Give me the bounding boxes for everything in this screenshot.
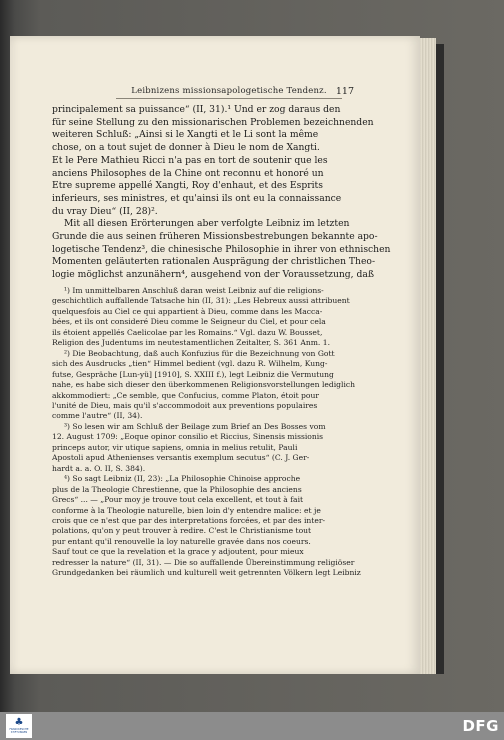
footnote-line: plus de la Theologie Chrestienne, que la Philosophie des anciens [52,484,302,494]
text-line: principalement sa puissance“ (II, 31).¹ Und er zog daraus den [52,104,341,115]
text-line: chose, on a tout sujet de donner à Dieu le nom de Xangti. [52,142,320,154]
footnote-line: akkommodiert: „Ce semble, que Confucius, comme Platon, étoit pour [52,390,320,400]
tree-icon: ♣ [14,717,24,728]
footnote-line: ⁴) So sagt Leibniz (II, 23): „La Philosophie Chinoise approche [64,474,301,484]
text-line: Etre supreme appellé Xangti, Roy d'enhaut, et des Esprits [52,180,323,192]
page-number: 117 [335,86,354,97]
footnote-line: hardt a. a. O. II, S. 384). [52,463,146,473]
footnote-line: polations, qu'on y peut trouver à redire. C'est le Christianisme tout [52,526,312,536]
text-line: Mit all diesen Erörterungen aber verfolgte Leibniz im letzten [64,218,350,230]
footnote-line: conforme à la Theologie naturelle, bien loin d'y entendre malice: et je [52,505,321,515]
footnote-line: comme l'autre“ (II, 34). [52,411,143,421]
footnote-line: l'unité de Dieu, mais qu'il s'accommodoit aux preventions populaires [52,400,318,410]
running-head: Leibnizens missionsapologetische Tendenz. [116,86,342,99]
page-edges [420,38,436,674]
footnote-line: crois que ce n'est que par des interpretations forcées, et par des inter- [52,515,326,525]
footnote-line: ³) So lesen wir am Schluß der Beilage zum Brief an Des Bosses vom [64,421,326,431]
footnote-line: Religion des Judentums im neutestamentlichen Zeitalter, S. 361 Anm. 1. [52,338,331,348]
footnote-line: futse, Gespräche [Lun-yü] [1910], S. XXIII f.), legt Leibniz die Vermutung [52,369,334,379]
book-cover-edge [436,44,444,674]
text-line: anciens Philosophes de la Chine ont reconnu et honoré un [52,167,324,179]
footnote-line: 12. August 1709: „Eoque opinor consilio et Riccius, Sinensis missionis [52,432,324,442]
text-line: Et le Pere Mathieu Ricci n'a pas en tort de soutenir que les [52,154,328,166]
text-line: du vray Dieu“ (II, 28)². [52,205,158,217]
footnote-line: quelquesfois au Ciel ce qui appartient à Dieu, comme dans les Macca- [52,306,323,316]
logo-text-line: FRANCKESCHE [9,728,29,731]
footnote-line: princeps autor, vir utique sapiens, omnia in melius retulit, Pauli [52,442,298,452]
viewer-footer-bar [0,712,504,740]
text-line: Grunde die aus seinen früheren Missionsbestrebungen bekannte apo- [52,231,378,243]
footnote-line: bées, et ils ont consideré Dieu comme le Seigneur du Ciel, et pour cela [52,317,326,327]
footnotes [52,286,361,579]
footnote-line: ²) Die Beobachtung, daß auch Konfuzius für die Bezeichnung von Gott [64,348,335,358]
footnote-line: Apostoli apud Athenienses versantis exemplum secutus“ (C. J. Ger- [52,453,310,463]
footnote-line: sich des Ausdrucks „tien“ Himmel bedient (vgl. dazu R. Wilhelm, Kung- [52,359,328,369]
text-line: logetische Tendenz³, die chinesische Philosophie in ihrer von ethnischen [52,243,391,255]
main-text [52,104,391,282]
text-line: inferieurs, ses ministres, et qu'ainsi ils ont eu la connaissance [52,192,342,204]
footnote-line: Grundgedanken bei räumlich und kulturell weit getrennten Völkern legt Leibniz [52,568,361,578]
footnote-line: ils étoient appellés Caelicolae par les Romains.“ Vgl. dazu W. Bousset, [52,327,323,337]
text-line: für seine Stellung zu den missionarischen Problemen bezeichnenden [52,116,374,128]
footnote-line: pur entant qu'il renouvelle la loy naturelle gravée dans nos coeurs. [52,536,311,546]
footnote-line: redresser la nature“ (II, 31). — Die so auffallende Übereinstimmung religiöser [52,557,355,567]
footnote-line: nahe, es habe sich dieser den überkommenen Religionsvorstellungen lediglich [52,380,356,390]
text-line: Momenten geläuterten rationalen Ausprägung der christlichen Theo- [52,256,376,268]
text-line: weiteren Schluß: „Ainsi si le Xangti et le Li sont la même [52,129,319,141]
dfg-logo[interactable]: DFG [462,717,499,735]
franckesche-stiftungen-logo[interactable] [6,714,32,738]
logo-text-line: STIFTUNGEN [10,731,28,734]
footnote-line: geschichtlich auffallende Tatsache hin (II, 31): „Les Hebreux aussi attribuent [52,296,350,306]
footnote-line: Grecs“ ... — „Pour moy je trouve tout cela excellent, et tout à fait [52,495,304,505]
footnote-line: Sauf tout ce que la revelation et la grace y adjoutent, pour mieux [52,547,304,557]
footnote-line: ¹) Im unmittelbaren Anschluß daran weist Leibniz auf die religions- [64,286,324,295]
text-line: logie möglichst anzunähern⁴, ausgehend von der Voraussetzung, daß [52,269,375,281]
